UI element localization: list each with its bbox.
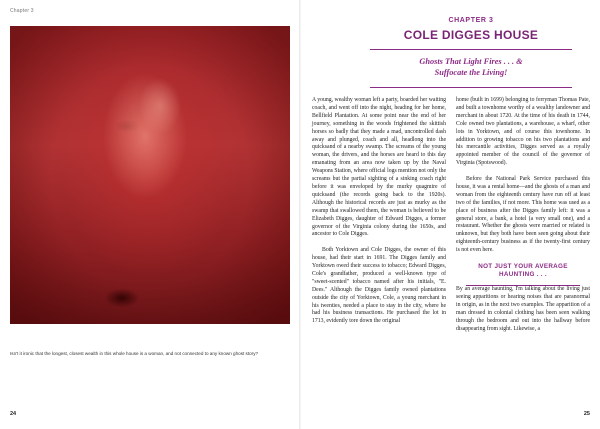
chapter-subtitle [366, 56, 576, 78]
body-column-left [312, 97, 446, 326]
chapter-label: CHAPTER 3 [448, 17, 494, 24]
body-paragraph: A young, wealthy woman left a party, boarded her waiting coach, and went off into the night, heading for her home, Bellfield Plantation. At some point near the end of her journey, something in the woods frightened the skittish horses so badly that they made a mad, uncontrolled dash away and plunged, coach and all, headlong into the quicksand of a nearby swamp. The screams of the young woman, the drivers, and the horses are heard to this day emanating from an area now taken up by the Naval Weapons Station, where official logs mention not only the screams but the partial sighting of a sinking coach right before it was enveloped by the murky quagmire of quicksand (the records going back to the 1920s). Although the historical records are just as murky as the swamp that swallowed them, the woman is believed to be Elizabeth Digges, daughter of Edward Digges, a former governor of the Virginia colony during the 1650s, and ancestor to Cole Digges. [312, 97, 446, 238]
chapter-title: COLE DIGGES HOUSE [403, 28, 539, 42]
title-divider-bottom [370, 87, 572, 88]
running-head: Chapter 3 [10, 8, 34, 14]
subtitle-line-2: Suffocate the Living! [434, 68, 508, 77]
book-gutter [299, 0, 301, 429]
page-number-left: 24 [10, 411, 17, 417]
photo-caption: Isn't it ironic that the longest, closest wealth in this whole house is a woman, and not connected to any known ghost story? [10, 351, 259, 356]
subheading-line-2: HAUNTING . . . [499, 271, 547, 279]
page-number-right: 25 [583, 411, 590, 417]
body-paragraph: Both Yorktown and Cole Digges, the owner of this house, had their start in 1691. The Digges family and Yorktown owed their success to tobacco; Edward Digges, Cole's grandfather, produced a well-known type of "sweet-scented" tobacco named after his initials, "E. Dees." Although the Digges family owned plantations outside the city of Yorktown, Cole, a young merchant in his twenties, needed a place to stay in the city, where he had his business transactions. He purchased the lot in 1713, evidently tore down the original [312, 247, 446, 325]
section-subheading [456, 263, 590, 279]
title-divider-top [370, 49, 572, 50]
ghost-portrait-photo [10, 26, 290, 324]
body-column-right [456, 97, 590, 334]
subheading-line-1: NOT JUST YOUR AVERAGE [478, 263, 568, 271]
subtitle-line-1: Ghosts That Light Fires . . . & [419, 57, 523, 66]
body-paragraph: home (built in 1699) belonging to ferryman Thomas Pate, and built a townhome worthy of a wealthy landowner and merchant in about 1720. At the time of his death in 1744, Cole owned two plantations, a warehouse, a wharf, other lots in Yorktown, and of course this townhome. In addition to growing tobacco on his two plantations and his mercantile activities, Digges served as a royally appointed member of the council of the governor of Virginia (Spotswood). [456, 97, 590, 167]
body-paragraph: Before the National Park Service purchased this house, it was a rental home—and the ghosts of a man and woman from the eighteenth century have run off at least two of the families, if not more. This home was used as a place of business after the Digges family left: it was a general store, a bank, a hotel (a very small one), and a restaurant. Whether the ghosts were married or related is unknown, but they both have been seen going about their eighteenth-century business as if the twenty-first century is not even here. [456, 176, 590, 254]
photo-vignette [10, 26, 290, 324]
body-paragraph: By an average haunting, I'm talking about the living just seeing apparitions or hearing noises that are paranormal in origin, as in the next two examples. The apparition of a man dressed in colonial clothing has been seen walking through the bedroom and out into the hallway before disappearing from sight. Likewise, a [456, 286, 590, 332]
